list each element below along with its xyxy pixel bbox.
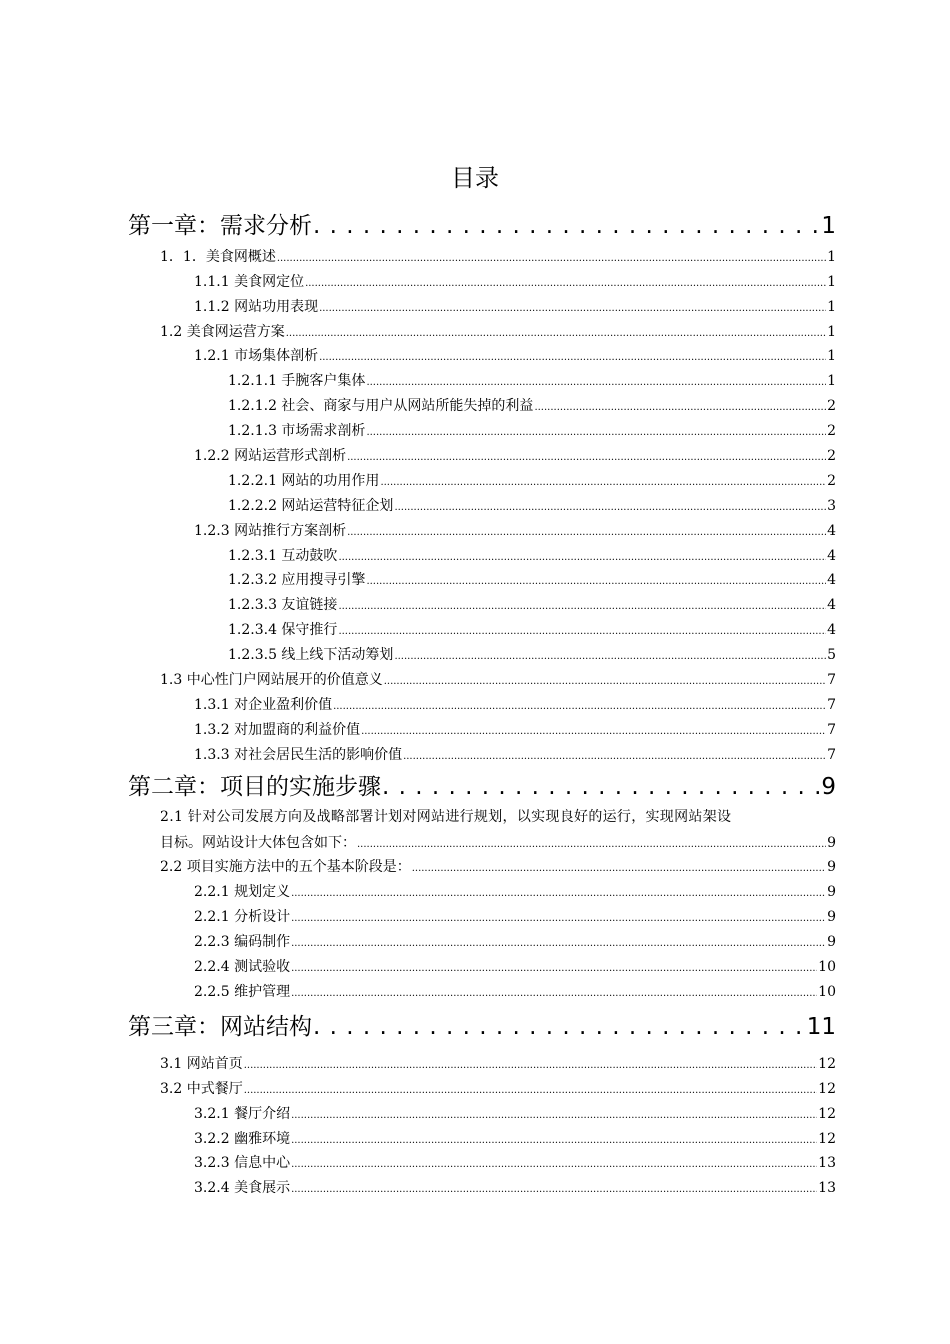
toc-title: 1.2.2.2 网站运营特征企划 (228, 497, 394, 514)
dot-leader (347, 523, 826, 543)
toc-entry[interactable] (128, 717, 836, 742)
toc-title: 1.2.1.1 手腕客户集体 (228, 373, 366, 390)
dot-leader (366, 572, 826, 592)
toc-entry[interactable] (128, 929, 836, 954)
dot-leader (394, 647, 826, 667)
toc-page: 7 (827, 721, 836, 738)
toc-title: 1.2 美食网运营方案 (160, 323, 285, 340)
toc-page: 1 (827, 373, 836, 390)
toc-title: 1.2.1 市场集体剖析 (194, 348, 319, 365)
dot-leader (244, 1056, 817, 1076)
toc-title: 1.1.1 美食网定位 (194, 273, 305, 290)
dot-leader (338, 622, 826, 642)
toc-page: 1 (827, 323, 836, 340)
toc-page: 2 (827, 448, 836, 465)
dot-leader (357, 835, 826, 855)
toc-title: 3.2.1 餐厅介绍 (194, 1105, 291, 1122)
toc-title: 1.3.3 对社会居民生活的影响价值 (194, 746, 403, 763)
toc-title: 第一章：需求分析 (128, 213, 312, 239)
toc-title: 2.2.5 维护管理 (194, 983, 291, 1000)
toc-title: 1.2.1.3 市场需求剖析 (228, 423, 366, 440)
toc-page: 10 (818, 959, 836, 976)
toc-page: 11 (806, 1013, 836, 1040)
toc-entry[interactable] (128, 1175, 836, 1200)
toc-entry[interactable] (128, 518, 836, 543)
toc-title: 2.2.1 分析设计 (194, 909, 291, 926)
toc-page: 1 (827, 298, 836, 315)
toc-title: 第三章：网站结构 (128, 1013, 312, 1040)
toc-title: 3.1 网站首页 (160, 1055, 243, 1072)
toc-page: 2 (827, 423, 836, 440)
toc-page: 9 (827, 884, 836, 901)
toc-page: 7 (827, 746, 836, 763)
toc-page: 9 (821, 773, 836, 800)
dot-leader (291, 884, 826, 904)
toc-title: 2.2 项目实施方法中的五个基本阶段是： (160, 859, 411, 876)
dot-leader (384, 672, 826, 692)
dot-leader (412, 859, 826, 879)
toc-page: 1 (827, 248, 836, 265)
toc-entry[interactable] (128, 294, 836, 319)
toc-title: 1.1.2 网站功用表现 (194, 298, 319, 315)
toc-page: 9 (827, 934, 836, 951)
toc-entry[interactable] (128, 692, 836, 717)
toc-title: 1.2.2.1 网站的功用作用 (228, 472, 380, 489)
toc-page: 12 (818, 1055, 836, 1072)
toc-entry[interactable] (128, 904, 836, 929)
dot-leader (313, 208, 820, 244)
toc-entry[interactable] (128, 1051, 836, 1076)
toc-title: 1.3.1 对企业盈利价值 (194, 696, 333, 713)
toc-entry[interactable] (128, 979, 836, 1004)
dot-leader (403, 747, 826, 767)
toc-title: 1.3 中心性门户网站展开的价值意义 (160, 672, 383, 689)
toc-title: 1.2.3.3 友谊链接 (228, 597, 338, 614)
toc-entry[interactable] (128, 344, 836, 369)
toc-page: 4 (827, 547, 836, 564)
toc-entry[interactable] (128, 244, 836, 269)
toc-entry[interactable] (128, 319, 836, 344)
toc-page: 3 (827, 497, 836, 514)
toc-entry[interactable] (128, 879, 836, 904)
dot-leader (291, 984, 817, 1004)
toc-entry-line-1[interactable]: 2.1 针对公司发展方向及战略部署计划对网站进行规划，以实现良好的运行，实现网站架设 (160, 808, 732, 825)
toc-title: 1.2.2 网站运营形式剖析 (194, 448, 347, 465)
toc-entry[interactable] (128, 443, 836, 468)
dot-leader (338, 548, 826, 568)
toc-title: 1．1．美食网概述 (160, 248, 276, 265)
dot-leader (291, 1131, 817, 1151)
toc-entry[interactable] (128, 1151, 836, 1176)
toc-entry[interactable] (128, 642, 836, 667)
toc-page: 4 (827, 572, 836, 589)
dot-leader (313, 1009, 806, 1045)
toc-page: 13 (818, 1155, 836, 1172)
toc-entry[interactable] (128, 468, 836, 493)
page-title: 目录 (451, 164, 499, 192)
toc-title: 3.2.2 幽雅环境 (194, 1130, 291, 1147)
toc-page: 9 (827, 834, 836, 851)
dot-leader (291, 1155, 817, 1175)
toc-title: 3.2.3 信息中心 (194, 1155, 291, 1172)
toc-page: 1 (827, 273, 836, 290)
toc-title: 2.2.3 编码制作 (194, 934, 291, 951)
dot-leader (277, 249, 826, 269)
toc-title: 1.2.3.4 保守推行 (228, 622, 338, 639)
toc-page: 1 (821, 213, 836, 239)
toc-title: 目标。网站设计大体包含如下： (160, 834, 356, 851)
table-of-contents (128, 206, 836, 1200)
toc-page: 12 (818, 1105, 836, 1122)
toc-title: 1.2.3 网站推行方案剖析 (194, 522, 347, 539)
dot-leader (291, 1180, 817, 1200)
toc-page: 2 (827, 472, 836, 489)
toc-entry[interactable] (128, 1126, 836, 1151)
toc-entry-line-2[interactable] (128, 830, 836, 855)
dot-leader (380, 473, 826, 493)
dot-leader (333, 697, 826, 717)
toc-title: 第二章：项目的实施步骤 (128, 773, 381, 800)
toc-title: 1.2.3.1 互动鼓吹 (228, 547, 338, 564)
toc-entry[interactable] (128, 368, 836, 393)
toc-chapter-3[interactable] (128, 1007, 836, 1045)
toc-page: 4 (827, 522, 836, 539)
dot-leader (382, 769, 820, 805)
dot-leader (291, 909, 826, 929)
toc-page: 2 (827, 398, 836, 415)
toc-page: 9 (827, 859, 836, 876)
dot-leader (305, 274, 826, 294)
toc-page: 12 (818, 1080, 836, 1097)
toc-page: 13 (818, 1180, 836, 1197)
dot-leader (291, 959, 817, 979)
toc-title: 1.3.2 对加盟商的利益价值 (194, 721, 361, 738)
toc-title: 1.2.3.2 应用搜寻引擎 (228, 572, 366, 589)
toc-entry[interactable] (128, 543, 836, 568)
dot-leader (347, 448, 826, 468)
toc-entry[interactable] (128, 269, 836, 294)
toc-entry[interactable] (128, 568, 836, 593)
dot-leader (291, 934, 826, 954)
toc-title: 3.2.4 美食展示 (194, 1180, 291, 1197)
toc-page: 4 (827, 597, 836, 614)
toc-title: 2.2.4 测试验收 (194, 959, 291, 976)
dot-leader (286, 324, 826, 344)
toc-entry[interactable] (128, 617, 836, 642)
dot-leader (338, 597, 826, 617)
dot-leader (319, 299, 826, 319)
dot-leader (366, 423, 826, 443)
toc-chapter-2[interactable] (128, 767, 836, 805)
toc-entry[interactable] (128, 1076, 836, 1101)
toc-entry[interactable] (128, 954, 836, 979)
toc-entry[interactable] (128, 742, 836, 767)
dot-leader (361, 722, 826, 742)
dot-leader (291, 1106, 817, 1126)
toc-title: 1.2.1.2 社会、商家与用户从网站所能失掉的利益 (228, 398, 534, 415)
toc-title: 3.2 中式餐厅 (160, 1080, 243, 1097)
toc-title: 1.2.3.5 线上线下活动筹划 (228, 647, 394, 664)
toc-entry[interactable] (128, 855, 836, 880)
toc-page: 7 (827, 696, 836, 713)
toc-page: 1 (827, 348, 836, 365)
toc-chapter-1[interactable] (128, 206, 836, 244)
dot-leader (534, 398, 826, 418)
toc-entry[interactable] (128, 1101, 836, 1126)
dot-leader (366, 373, 826, 393)
dot-leader (244, 1081, 817, 1101)
toc-page: 4 (827, 622, 836, 639)
toc-page: 9 (827, 909, 836, 926)
toc-entry[interactable] (128, 667, 836, 692)
toc-page: 5 (827, 647, 836, 664)
dot-leader (319, 348, 826, 368)
dot-leader (394, 498, 826, 518)
toc-entry[interactable] (128, 418, 836, 443)
toc-page: 12 (818, 1130, 836, 1147)
toc-entry[interactable] (128, 592, 836, 617)
toc-title: 2.2.1 规划定义 (194, 884, 291, 901)
toc-page: 10 (818, 983, 836, 1000)
toc-page: 7 (827, 672, 836, 689)
toc-entry[interactable] (128, 493, 836, 518)
toc-entry[interactable] (128, 393, 836, 418)
